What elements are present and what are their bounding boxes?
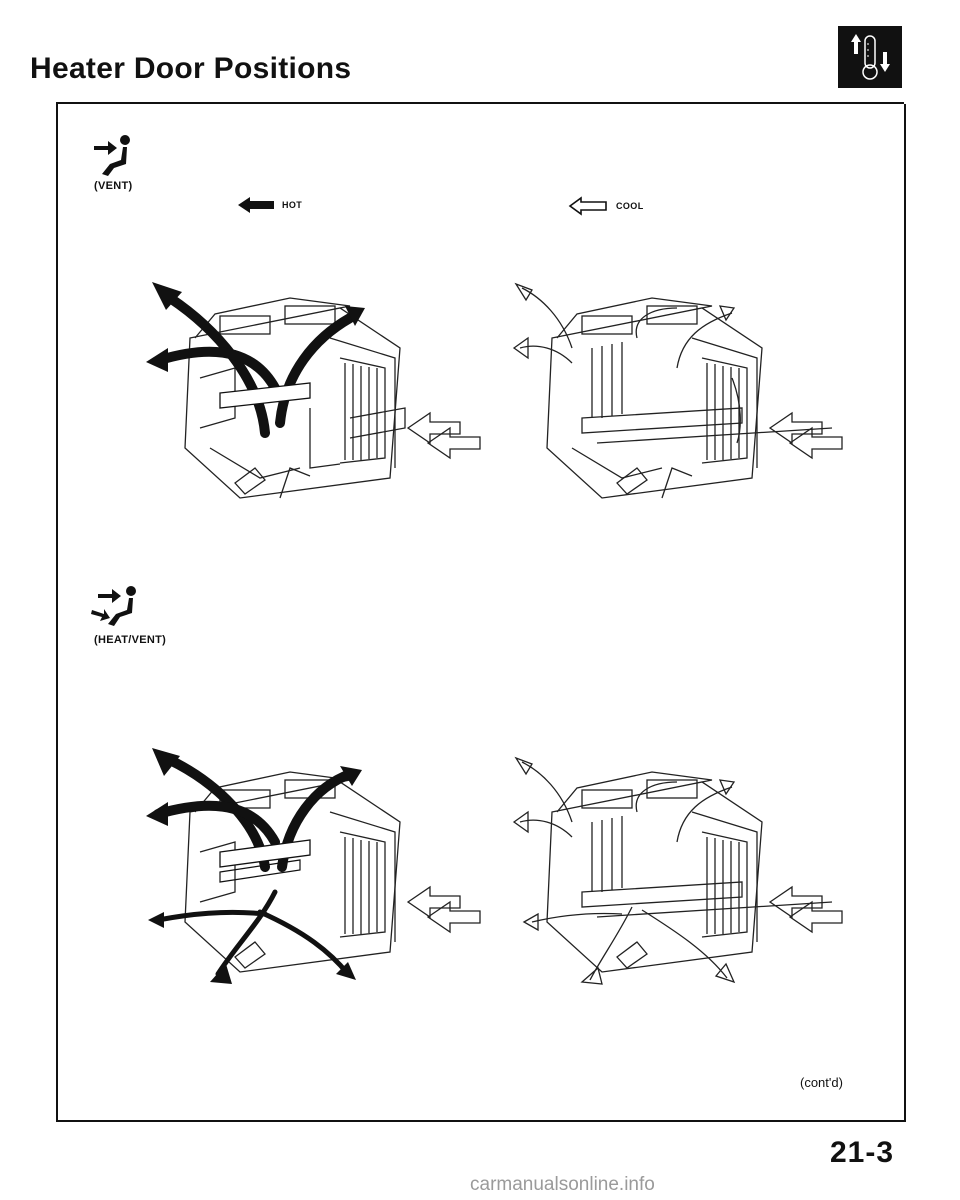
- heater-unit-vent-cool-diagram: [502, 268, 872, 518]
- legend-hot: [238, 196, 302, 214]
- watermark: carmanualsonline.info: [470, 1174, 655, 1195]
- page-number: 21-3: [830, 1136, 895, 1169]
- continued-note: (cont'd): [800, 1075, 843, 1090]
- hollow-arrow-icon: [568, 196, 608, 216]
- heat-vent-mode-label: (HEAT/VENT): [94, 634, 167, 646]
- heat-vent-mode-icon: [90, 586, 140, 633]
- vent-mode-icon: [92, 132, 136, 183]
- page-title: Heater Door Positions: [30, 52, 352, 85]
- legend-hot-label: HOT: [282, 200, 303, 210]
- heater-unit-vent-hot-diagram: [140, 268, 490, 518]
- vent-mode-label: (VENT): [94, 180, 133, 192]
- legend-cool: [568, 196, 644, 216]
- heater-unit-heat-vent-cool-diagram: [502, 742, 872, 992]
- heater-unit-heat-vent-hot-diagram: [140, 742, 490, 992]
- legend-cool-label: COOL: [616, 201, 644, 211]
- heater-thermometer-icon: [838, 26, 902, 88]
- solid-arrow-icon: [238, 196, 274, 214]
